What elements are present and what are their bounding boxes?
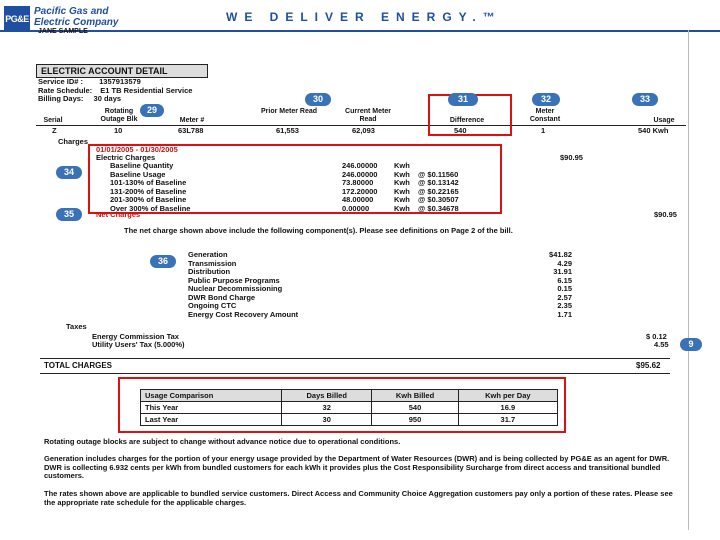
note-rates: The rates shown above are applicable to bundled service customers. Direct Access and Community Choice Aggregation customers pay only a portion of these rates. Please see the appropriate rate schedule for the applicable charges. bbox=[44, 489, 673, 507]
charge-row-unit: Kwh bbox=[394, 195, 410, 204]
meter-serial-value: Z bbox=[52, 126, 57, 135]
component-amount: 31.91 bbox=[553, 267, 572, 276]
callout-badge-34: 34 bbox=[56, 166, 82, 179]
charge-row-label: 101-130% of Baseline bbox=[110, 178, 187, 187]
page-edge-line bbox=[688, 30, 689, 530]
meter-header-usage: Usage bbox=[653, 117, 675, 124]
charge-row-qty: 0.00000 bbox=[342, 203, 370, 213]
charge-row-rate: @ $0.13142 bbox=[418, 178, 459, 187]
charge-row-rate: @ $0.30507 bbox=[418, 195, 459, 204]
charge-row-label: 131-200% of Baseline bbox=[110, 186, 187, 196]
usage-table-row bbox=[141, 402, 558, 414]
prior-read-value: 61,553 bbox=[276, 126, 299, 135]
usage-table-header: Usage Comparison bbox=[141, 390, 282, 402]
callout-badge-31: 31 bbox=[448, 93, 478, 106]
usage-table-header: Days Billed bbox=[282, 390, 372, 402]
component-row bbox=[188, 260, 572, 269]
meter-header-meter-number: Meter # bbox=[179, 117, 205, 124]
usage-table-cell: 31.7 bbox=[458, 414, 557, 426]
component-label: Ongoing CTC bbox=[188, 301, 237, 310]
component-label: Distribution bbox=[188, 267, 231, 276]
charge-row-qty: 172.20000 bbox=[342, 186, 378, 196]
callout-badge-30: 30 bbox=[305, 93, 331, 106]
charge-row-unit: Kwh bbox=[394, 203, 410, 213]
pge-logo: PG&E bbox=[4, 6, 30, 32]
component-amount: $41.82 bbox=[549, 250, 572, 259]
usage-table-header-row bbox=[141, 390, 558, 402]
meter-header-outage-block: Rotating Outage Blk bbox=[100, 108, 138, 123]
section-title: ELECTRIC ACCOUNT DETAIL bbox=[36, 64, 208, 78]
company-name-line2: Electric Company bbox=[34, 17, 119, 28]
electric-charges-label: Electric Charges bbox=[96, 153, 156, 162]
charge-row-rate: @ $0.11560 bbox=[418, 169, 459, 179]
meter-outage-block-value: 10 bbox=[114, 126, 123, 135]
meter-constant-value: 1 bbox=[541, 126, 546, 135]
charge-row-qty: 73.80000 bbox=[342, 178, 374, 187]
component-amount: 2.35 bbox=[557, 301, 572, 310]
component-row bbox=[188, 311, 572, 320]
usage-table-header: Kwh per Day bbox=[458, 390, 557, 402]
meter-header-prior-read: Prior Meter Read bbox=[260, 108, 318, 115]
usage-table-row bbox=[141, 414, 558, 426]
account-info bbox=[38, 78, 192, 104]
usage-table-cell: 16.9 bbox=[458, 402, 557, 414]
meter-number-value: 63L788 bbox=[178, 126, 204, 135]
callout-badge-36: 36 bbox=[150, 255, 176, 268]
net-charges-total: $90.95 bbox=[654, 210, 677, 219]
billing-days-label: Billing Days: bbox=[38, 94, 84, 103]
charge-row-label: Baseline Usage bbox=[110, 169, 166, 179]
charge-row-label: 201-300% of Baseline bbox=[110, 195, 187, 204]
rate-schedule-label: Rate Schedule: bbox=[38, 85, 93, 95]
charge-row-qty: 246.00000 bbox=[342, 161, 378, 170]
total-charges-amount: $95.62 bbox=[636, 361, 661, 370]
note-generation: Generation includes charges for the portion of your energy usage provided by the Department of Water Resources (DWR) and is being collected by PG&E as an agent for DWR. DWR is collecting 6.932 cents per kWh from bundled customers for each kWh it provides plus the Cost Responsibility Surcharge from direct access and transitional bundled customers. bbox=[44, 454, 670, 480]
billing-days-value: 30 days bbox=[93, 94, 122, 103]
component-amount: 1.71 bbox=[557, 309, 572, 319]
charge-row-label: Over 300% of Baseline bbox=[110, 203, 191, 213]
component-label: Transmission bbox=[188, 258, 237, 268]
taxes-title: Taxes bbox=[66, 322, 87, 331]
total-charges-label: TOTAL CHARGES bbox=[44, 361, 113, 370]
total-rule-top bbox=[40, 358, 670, 359]
charge-row-rate: @ $0.34678 bbox=[418, 203, 459, 213]
component-amount: 0.15 bbox=[557, 284, 572, 293]
charges-period: 01/01/2005 - 01/30/2005 bbox=[96, 145, 178, 154]
component-amount: 6.15 bbox=[557, 275, 572, 285]
usage-value: 540 Kwh bbox=[638, 126, 669, 135]
tax-label: Energy Commission Tax bbox=[92, 332, 179, 341]
component-label: Public Purpose Programs bbox=[188, 275, 280, 285]
service-id-value: 1357913579 bbox=[99, 77, 141, 86]
tax-label: Utility Users' Tax (5.000%) bbox=[92, 340, 185, 349]
charge-row-unit: Kwh bbox=[394, 161, 410, 170]
customer-name: JANE SAMPLE bbox=[38, 28, 88, 35]
component-amount: 4.29 bbox=[557, 258, 572, 268]
charge-row-unit: Kwh bbox=[394, 169, 410, 179]
header-divider bbox=[0, 30, 720, 32]
charges-title: Charges bbox=[58, 137, 89, 146]
electric-charges-highlight-box bbox=[88, 144, 502, 214]
component-label: Nuclear Decommissioning bbox=[188, 284, 283, 293]
note-rotating-outage: Rotating outage blocks are subject to change without advance notice due to operational conditions. bbox=[44, 437, 401, 446]
usage-table-cell: 30 bbox=[282, 414, 372, 426]
component-row bbox=[188, 294, 572, 303]
charge-row-unit: Kwh bbox=[394, 178, 410, 187]
usage-table-cell: 32 bbox=[282, 402, 372, 414]
usage-table-header: Kwh Billed bbox=[372, 390, 458, 402]
usage-comparison-table bbox=[140, 389, 558, 426]
net-charges-label: Net Charges bbox=[96, 210, 141, 219]
current-read-value: 62,093 bbox=[352, 126, 375, 135]
component-row bbox=[188, 251, 572, 260]
meter-header-current-read: Current Meter Read bbox=[345, 108, 391, 123]
usage-table-cell: 950 bbox=[372, 414, 458, 426]
net-charges-note: The net charge shown above include the following component(s). Please see definitions on Page 2 of the bill. bbox=[124, 226, 513, 235]
callout-badge-32: 32 bbox=[532, 93, 560, 106]
callout-badge-9: 9 bbox=[680, 338, 702, 351]
tax-amount: 4.55 bbox=[654, 340, 669, 349]
usage-table-cell: This Year bbox=[141, 402, 282, 414]
rate-schedule-value: E1 TB Residential Service bbox=[100, 85, 193, 95]
usage-table-cell: Last Year bbox=[141, 414, 282, 426]
tax-amount: $ 0.12 bbox=[646, 332, 667, 341]
total-rule-bottom bbox=[40, 373, 670, 374]
component-label: DWR Bond Charge bbox=[188, 292, 256, 302]
charge-row-qty: 246.00000 bbox=[342, 169, 378, 179]
charge-components bbox=[188, 251, 572, 319]
billing-days-row bbox=[38, 95, 192, 104]
difference-value: 540 bbox=[454, 126, 467, 135]
company-name-line1: Pacific Gas and bbox=[34, 6, 109, 17]
meter-header-serial: Serial bbox=[43, 117, 63, 124]
meter-header-constant: Meter Constant bbox=[529, 108, 561, 123]
component-label: Energy Cost Recovery Amount bbox=[188, 309, 299, 319]
charge-row-label: Baseline Quantity bbox=[110, 161, 174, 170]
company-name bbox=[34, 6, 118, 28]
usage-table-cell: 540 bbox=[372, 402, 458, 414]
tagline: WE DELIVER ENERGY.™ bbox=[226, 10, 502, 24]
service-id-label: Service ID# : bbox=[38, 77, 84, 86]
callout-badge-29: 29 bbox=[140, 104, 164, 117]
charge-row-qty: 48.00000 bbox=[342, 195, 374, 204]
charge-row-rate: @ $0.22165 bbox=[418, 186, 459, 196]
component-label: Generation bbox=[188, 250, 228, 259]
meter-header-difference: Difference bbox=[449, 117, 485, 124]
callout-badge-33: 33 bbox=[632, 93, 658, 106]
callout-badge-35: 35 bbox=[56, 208, 82, 221]
component-amount: 2.57 bbox=[557, 292, 572, 302]
charge-row-unit: Kwh bbox=[394, 186, 410, 196]
electric-charges-total: $90.95 bbox=[560, 153, 583, 162]
